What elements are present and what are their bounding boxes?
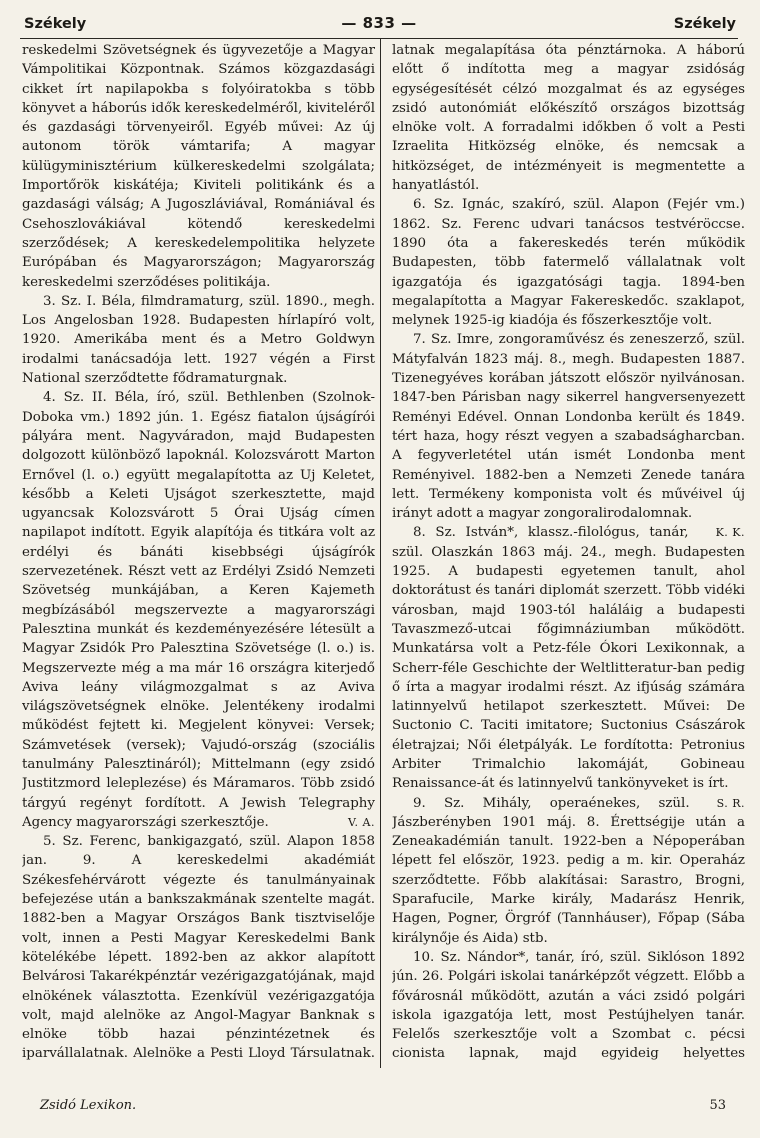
author-signature: K. K. (715, 526, 745, 540)
author-signature: S. R. (716, 796, 745, 810)
footer-title: Zsidó Lexikon. (40, 1098, 137, 1113)
entry-szekely-mihaly: 9. Sz. Mihály, operaénekes, szül. Jászberényben 1901 máj. 8. Érettségije után a Zeneakadémián tanult. 1922-ben a Népoperában lépett fel először, 1923. pedig a m. kir. Operaház szerződtette. Főbb alakításai: Sarastro, Brogni, Sparafucile, Marke király, Madarász Henrik, Hagen, Pogner, Örgróf (Tannháuser), Főpap (Sába királynője és Aida) stb. (392, 795, 745, 946)
column-divider (380, 38, 381, 1068)
running-header (20, 8, 738, 38)
header-left-word: Székely (24, 16, 87, 32)
header-rule (20, 38, 738, 39)
right-column (392, 41, 745, 1065)
header-right-word: Székely (673, 16, 736, 32)
left-column (22, 41, 375, 1065)
entry-szekely-imre: 7. Sz. Imre, zongoraművész és zeneszerző, szül. Mátyfalván 1823 máj. 8., megh. Budapesten 1887. Tizenegyéves korában játszott először nyilvánosan. 1847-ben Párisban nagy sikerrel hangversenyezett Reményi Edével. Onnan Londonba került és 1849. tért haza, hogy részt vegyen a szabadságharcban. A fegyverletétel után ismét Londonba ment Reményivel. 1882-ben a Nemzeti Zenede tanára lett. Termékeny komponista volt és művéivel új irányt adott a magyar zongoralirodalomnak. K. K. (392, 330, 745, 523)
entry-continuation: reskedelmi Szövetségnek és ügyvezetője a Magyar Vámpolitikai Központnak. Számos közgazdasági cikket írt napilapokba s folyóiratokba s több könyvet a háborús idők kereskedelméről, kiviteléről és gazdasági törvenyeiről. Egyéb művei: Az új autonom török vámtarifa; A magyar külügyminisztérium külkereskedelmi szolgálata; Importőrök kiskátéja; Kiviteli politikánk és a gazdasági válság; A Jugoszláviával, Romániával és Csehoszlovákiával kötendő kereskedelmi szerződések; A kereskedelempolitika helyzete Európában és Magyarországon; Magyarország kereskedelmi szerződéses politikája. (22, 43, 375, 290)
entry-szekely-nandor: 10. Sz. Nándor*, tanár, író, szül. Siklóson 1892 jún. 26. Polgári iskolai tanárképzőt végzett. Előbb a fővárosnál működött, azután a váci zsidó polgári iskola igazgatója lett, most Pestújhelyen tanár. Felelős szerkesztője volt a Szombat c. pécsi cionista lapnak, majd egyideig helyettes (392, 949, 745, 1062)
entry-szekely-bela-2: 4. Sz. II. Béla, író, szül. Bethlenben (Szolnok-Doboka vm.) 1892 jún. 1. Egész fiatalon újságírói pályára ment. Nagyváradon, majd Budapesten dolgozott különböző lapoknál. Kolozsvárott Marton Ernővel (l. o.) együtt megalapította az Uj Keletet, később a Keleti Ujságot szerkesztette, majd ugyancsak Kolozsvárott 5 Órai Ujság címen napilapot indított. Egyik alapítója és titkára volt az erdélyi és bánáti kisebbségi újságírók szervezetének. Részt vett az Erdélyi Zsidó Nemzeti Szövetség munkájában, a Keren Kajemeth megbízásából megszervezte a magyarországi Palesztina munkát és kezdeményezésére létesült a Magyar Zsidók Pro Palesztina Szövetsége (l. o.) is. Megszervezte még a ma már 16 országra kiterjedő Aviva leány világmozgalmat s az Aviva világszövetségnek elnöke. Jelentékeny irodalmi működést fejtett ki. Megjelent könyvei: Versek; Számvetések (versek); Vajudó-ország (szociális tanulmány Palesztináról); Mittelmann (egy zsidó Justitzmord leleplezése) és Máramaros. Több zsidó tárgyú regényt fordított. A Jewish Telegraphy Agency magyarországi szerkesztője. V. A. (22, 388, 375, 832)
footer-page-number: 53 (709, 1098, 726, 1113)
entry-szekely-ferenc: 5. Sz. Ferenc, bankigazgató, szül. Alapon 1858 jan. 9. A kereskedelmi akadémiát Székesfehérvárott végezte és tanulmányainak befejezése után a bankszakmának szentelte magát. 1882-ben a Magyar Országos Bank tisztviselője volt, innen a Pesti Magyar Kereskedelmi Bank kötelékébe lépett. 1892-ben az akkor alapított Belvárosi Takarékpénztár vezérigazgatójának, majd elnökének választotta. Ezenkívül vezérigazgatója volt, majd alelnöke az Angol-Magyar Banknak s elnöke több hazai pénzintézetnek és iparvállalatnak. Alelnöke a Pesti Lloyd Társulatnak. (22, 834, 375, 1062)
page-number-header: — 833 — (341, 14, 417, 32)
entry-continuation: latnak megalapítása óta pénztárnoka. A háború előtt ő indította meg a magyar zsidóság egységesítését célzó mozgalmat és az egységes zsidó autonómiát előkészítő országos bizottság elnöke volt. A forradalmi időkben ő volt a Pesti Izraelita Hitközség elnöke, és nemcsak a hitközséget, de intézményeit is megmentette a hanyatlástól. (392, 43, 745, 194)
page-footer (40, 1098, 726, 1118)
entry-szekely-ignac: 6. Sz. Ignác, szakíró, szül. Alapon (Fejér vm.) 1862. Sz. Ferenc udvari tanácsos testvéröccse. 1890 óta a fakereskedés terén működik Budapesten, több fatermelő vállalatnak volt igazgatója és igazgatósági tagja. 1894-ben megalapította a Magyar Fakereskedőc. szaklapot, melynek 1925-ig kiadója és főszerkesztője volt. (392, 197, 745, 329)
author-signature: V. A. (348, 815, 375, 829)
entry-szekely-istvan: 8. Sz. István*, klassz.-filológus, tanár, szül. Olaszkán 1863 máj. 24., megh. Budapesten 1925. A budapesti egyetemen tanult, ahol doktorátust és tanári diplomát szerzett. Több vidéki városban, majd 1903-tól haláláig a budapesti Tavaszmező-utcai főgimnáziumban működött. Munkatársa volt a Petz-féle Ókori Lexikonnak, a Scherr-féle Geschichte der Weltlitteratur-ban pedig ő írta a magyar irodalmi részt. Az ifjúság számára latinnyelvű hetilapot szerkesztett. Művei: De Suctonio C. Taciti imitatore; Suctonius Császárok életrajzai; Női életpályák. Le fordította: Petronius Arbiter Trimalchio lakomáját, Gobineau Renaissance-át és latinnyelvű tankönyveket is írt. S. R. (392, 523, 745, 793)
entry-szekely-bela-1: 3. Sz. I. Béla, filmdramaturg, szül. 1890., megh. Los Angelosban 1928. Budapesten hírlapíró volt, 1920. Amerikába ment és a Metro Goldwyn irodalmi tanácsadója lett. 1927 végén a First National szerződtette fődramaturgnak. (22, 293, 375, 387)
